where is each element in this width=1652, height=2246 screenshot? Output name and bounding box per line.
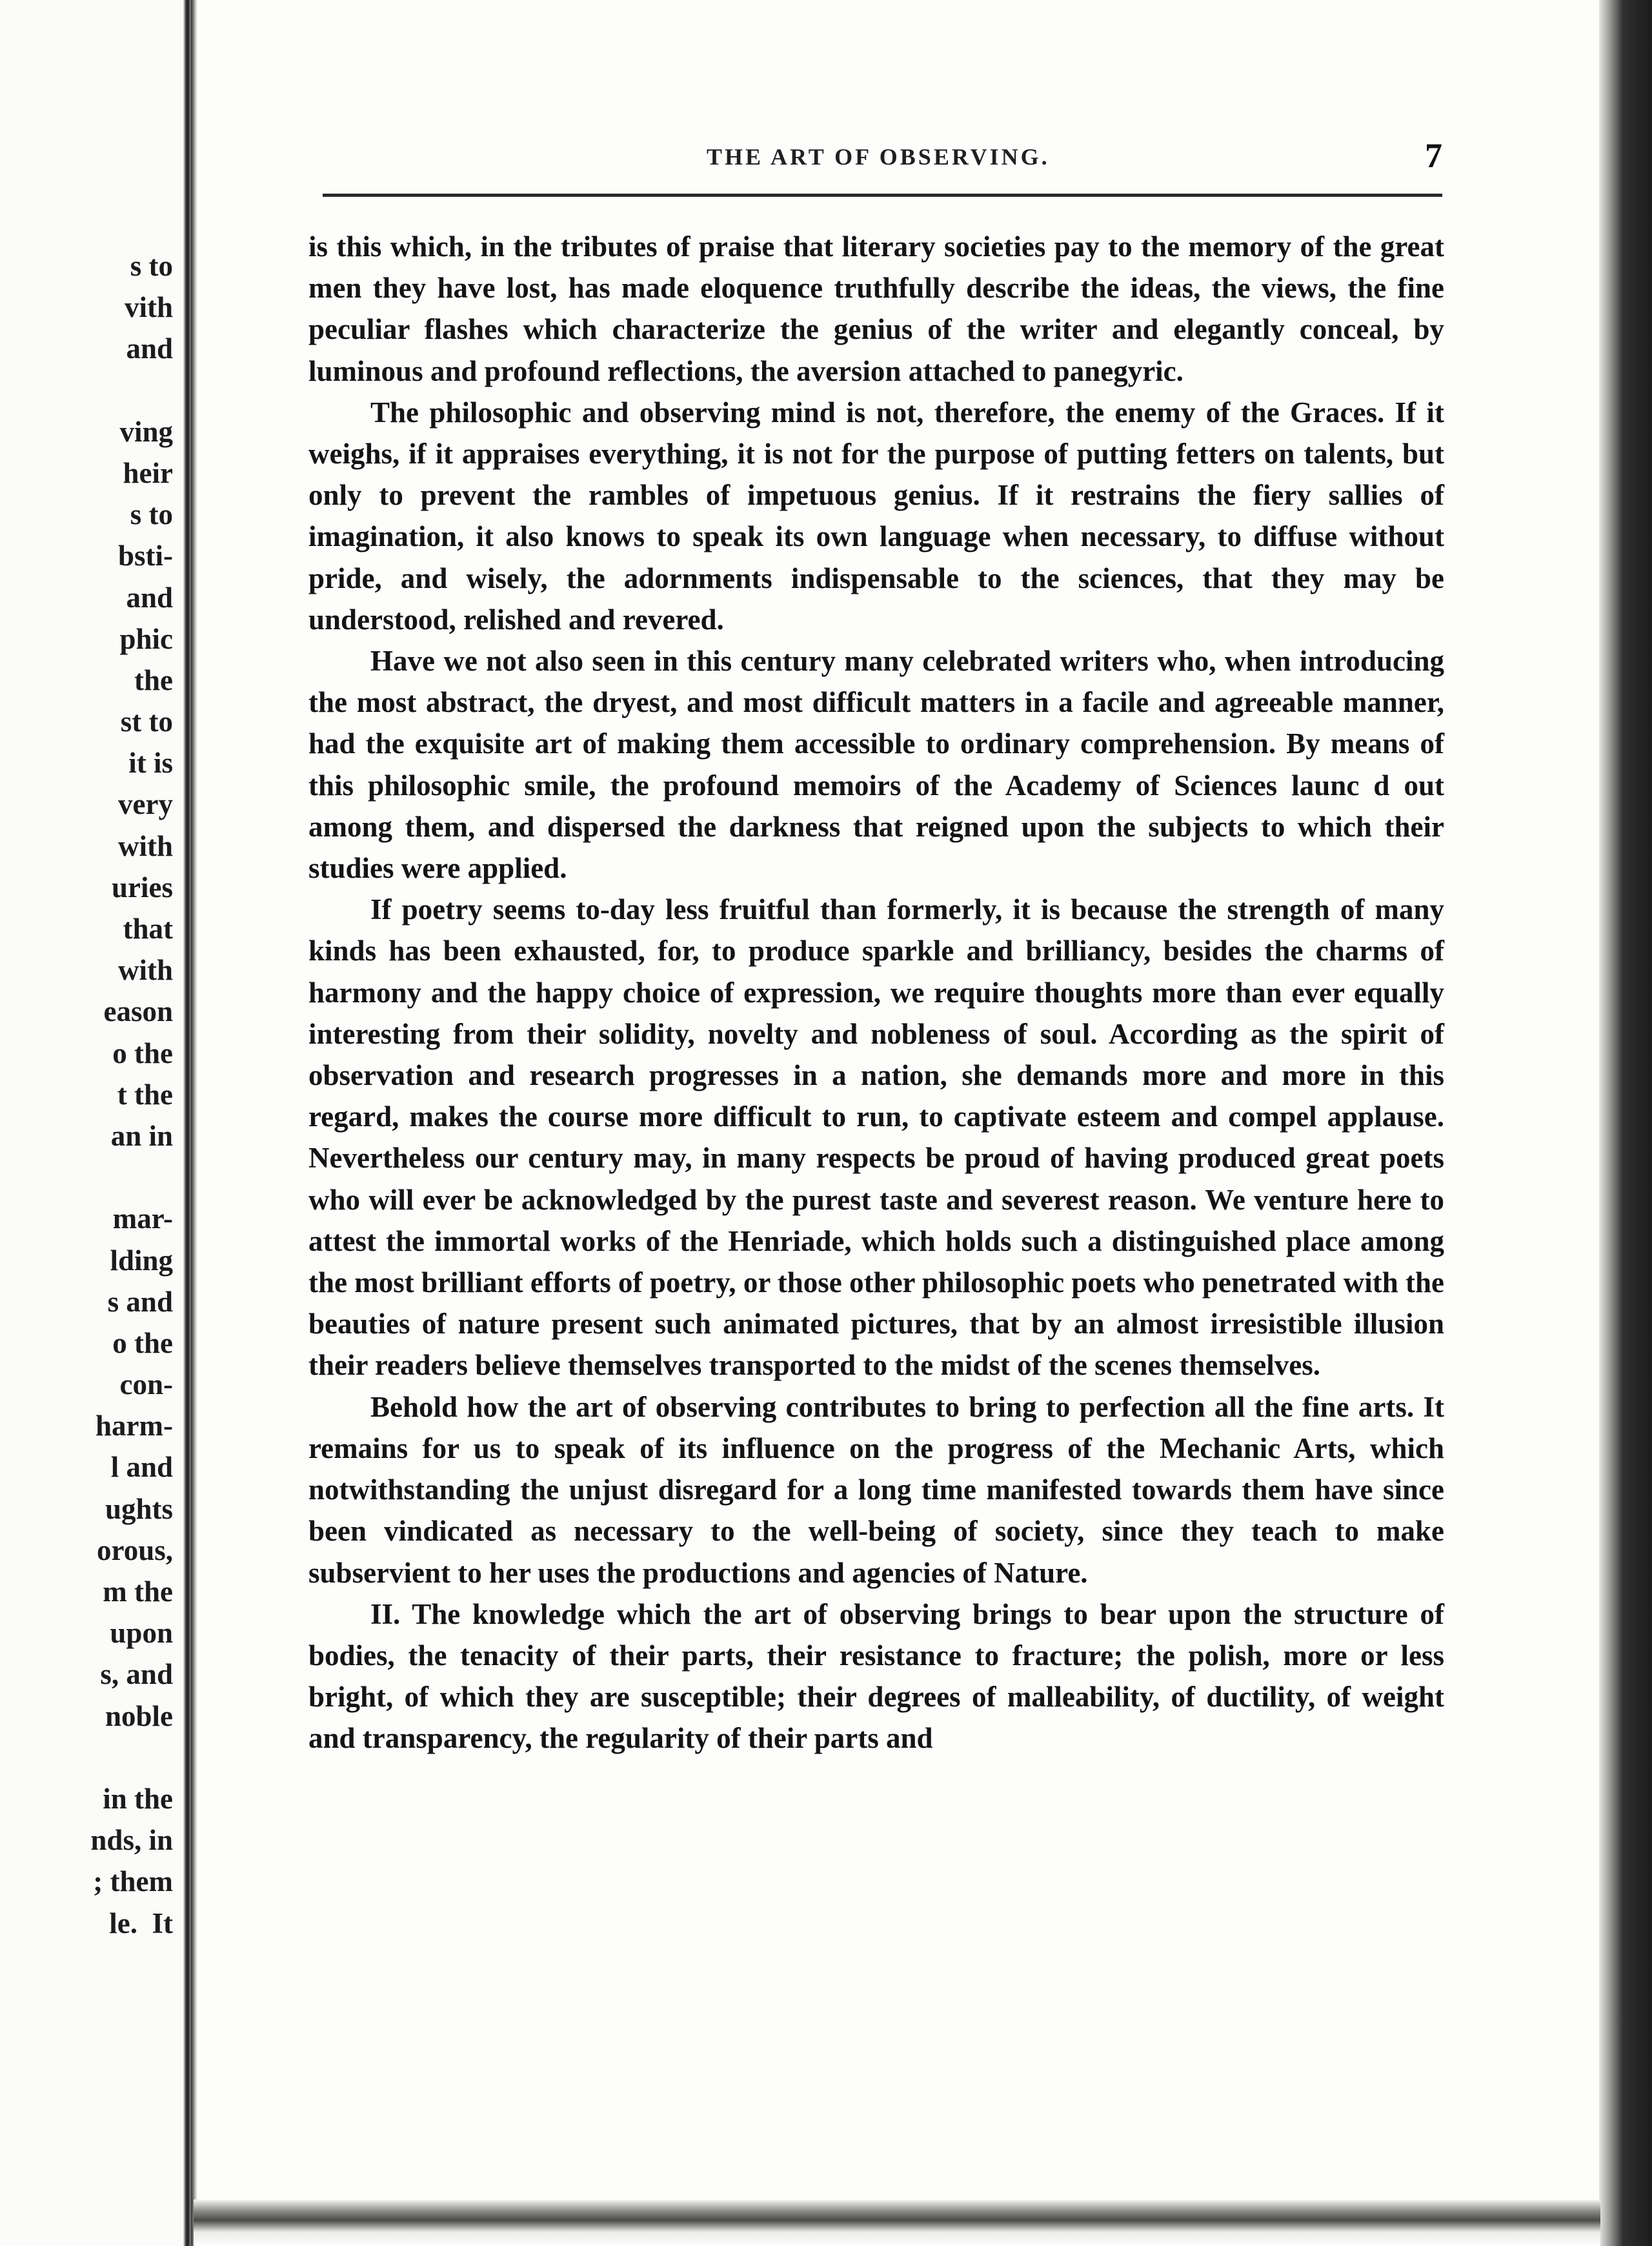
fragment-line: upon (110, 1617, 173, 1650)
fragment-line: orous, (97, 1533, 173, 1566)
fragment-line (0, 370, 173, 411)
fragment-line: s to (130, 498, 173, 531)
paragraph: Behold how the art of observing contributes to bring to perfection all the fine arts. It remains for us to speak of its influence on the progress of the Mechanic Arts, which notwithstanding the unjust disregard for a long time manifested towards them have since been vindicated as necessary to the well-being of society, since they teach to make subservient to her uses the productions and agencies of Nature. (308, 1390, 1444, 1589)
fragment-line: s and (107, 1285, 173, 1318)
fragment-line: harm- (96, 1410, 173, 1442)
fragment-line: t the (117, 1078, 173, 1111)
fragment-line: nds, in (90, 1824, 173, 1857)
fragment-line: with (117, 954, 173, 987)
fragment-line: an in (110, 1119, 173, 1152)
fragment-line: m the (103, 1575, 173, 1608)
fragment-line: vith (124, 291, 173, 324)
fragment-line: that (123, 913, 173, 945)
fragment-line: the (134, 663, 173, 696)
running-head: THE ART OF OBSERVING. (707, 144, 1050, 170)
fragment-line: noble (105, 1699, 173, 1732)
fragment-line: and (126, 332, 173, 365)
facing-page-fragment (0, 0, 188, 2246)
paragraph: Have we not also seen in this century many celebrated writers who, when introducing the most abstract, the dryest, and most difficult matters in a facile and agreeable manner, had the exquisite art of making them accessible to ordinary comprehension. By means of this philosophic smile, the profound memoirs of the Academy of Sciences launc d out among them, and dispersed the darkness that reigned upon the subjects to which their studies were applied. (308, 645, 1444, 885)
header-rule (323, 194, 1442, 197)
fragment-line: l and (110, 1451, 173, 1484)
paragraph: The philosophic and observing mind is not, therefore, the enemy of the Graces. If it weighs, if it appraises everything, it is not for the purpose of putting fetters on talents, but only to prevent the rambles of impetuous genius. If it restrains the fiery sallies of imagination, it also knows to speak its own language when necessary, to diffuse without pride, and wisely, the adornments indispensable to the sciences, that they may be understood, relished and revered. (308, 396, 1444, 636)
fragment-line: ughts (105, 1492, 173, 1525)
fragment-line: in the (103, 1782, 173, 1815)
fragment-line (0, 1737, 173, 1778)
page-edge-shadow (191, 0, 197, 2246)
fragment-line: s, and (100, 1658, 173, 1691)
fragment-line: with (117, 829, 173, 862)
fragment-line: o the (112, 1326, 173, 1359)
scan-bottom-edge-shadow (194, 2200, 1600, 2246)
fragment-line: ving (119, 415, 173, 448)
body-text (308, 226, 1444, 1759)
fragment-line: le. It (109, 1907, 173, 1939)
facing-page-line-ends (0, 245, 173, 1944)
fragment-line: ; them (93, 1865, 173, 1898)
fragment-line: st to (120, 705, 173, 738)
page-number: 7 (1425, 136, 1442, 175)
fragment-line: o the (112, 1037, 173, 1069)
paragraph: is this which, in the tributes of praise that literary societies pay to the memory of the great men they have lost, has made eloquence truthfully describe the ideas, the views, the fine peculiar flashes which characterize the genius of the writer and elegantly conceal, by luminous and profound reflections, the aversion attached to panegyric. (308, 230, 1444, 387)
fragment-line: it is (128, 747, 173, 780)
fragment-line: uries (112, 871, 173, 904)
fragment-line: and (126, 581, 173, 614)
fragment-line: con- (119, 1368, 173, 1401)
fragment-line: bsti- (117, 540, 173, 572)
fragment-line: s to (130, 250, 173, 282)
book-gutter-shadow (183, 0, 191, 2246)
scan-right-edge-shadow (1599, 0, 1652, 2246)
fragment-line: very (118, 788, 173, 821)
paragraph: II. The knowledge which the art of observing brings to bear upon the structure of bodies, the tenacity of their parts, their resistance to fracture; the polish, more or less bright, of which they are susceptible; their degrees of malleability, of ductility, of weight and transparency, the regularity of their parts and (308, 1597, 1444, 1755)
paragraph: If poetry seems to-day less fruitful than formerly, it is because the strength of many kinds has been exhausted, for, to produce sparkle and brilliancy, besides the charms of harmony and the happy choice of expression, we require thoughts more than ever equally interesting from their solidity, novelty and nobleness of soul. According as the spirit of observation and research progresses in a nation, she demands more and more in this regard, makes the course more difficult to run, to captivate esteem and compel applause. Nevertheless our century may, in many respects be proud of having produced great poets who will ever be acknowledged by the purest taste and severest reason. We venture here to attest the immortal works of the Henriade, which holds such a distinguished place among the most brilliant efforts of poetry, or those other philosophic poets who penetrated with the beauties of nature present such animated pictures, that by an almost irresistible illusion their readers believe themselves transported to the midst of the scenes themselves. (308, 893, 1444, 1382)
fragment-line: phic (119, 622, 173, 655)
fragment-line: mar- (112, 1202, 173, 1235)
fragment-line (0, 1157, 173, 1198)
fragment-line: heir (123, 456, 173, 489)
fragment-line: eason (103, 995, 173, 1028)
fragment-line: lding (110, 1244, 173, 1277)
